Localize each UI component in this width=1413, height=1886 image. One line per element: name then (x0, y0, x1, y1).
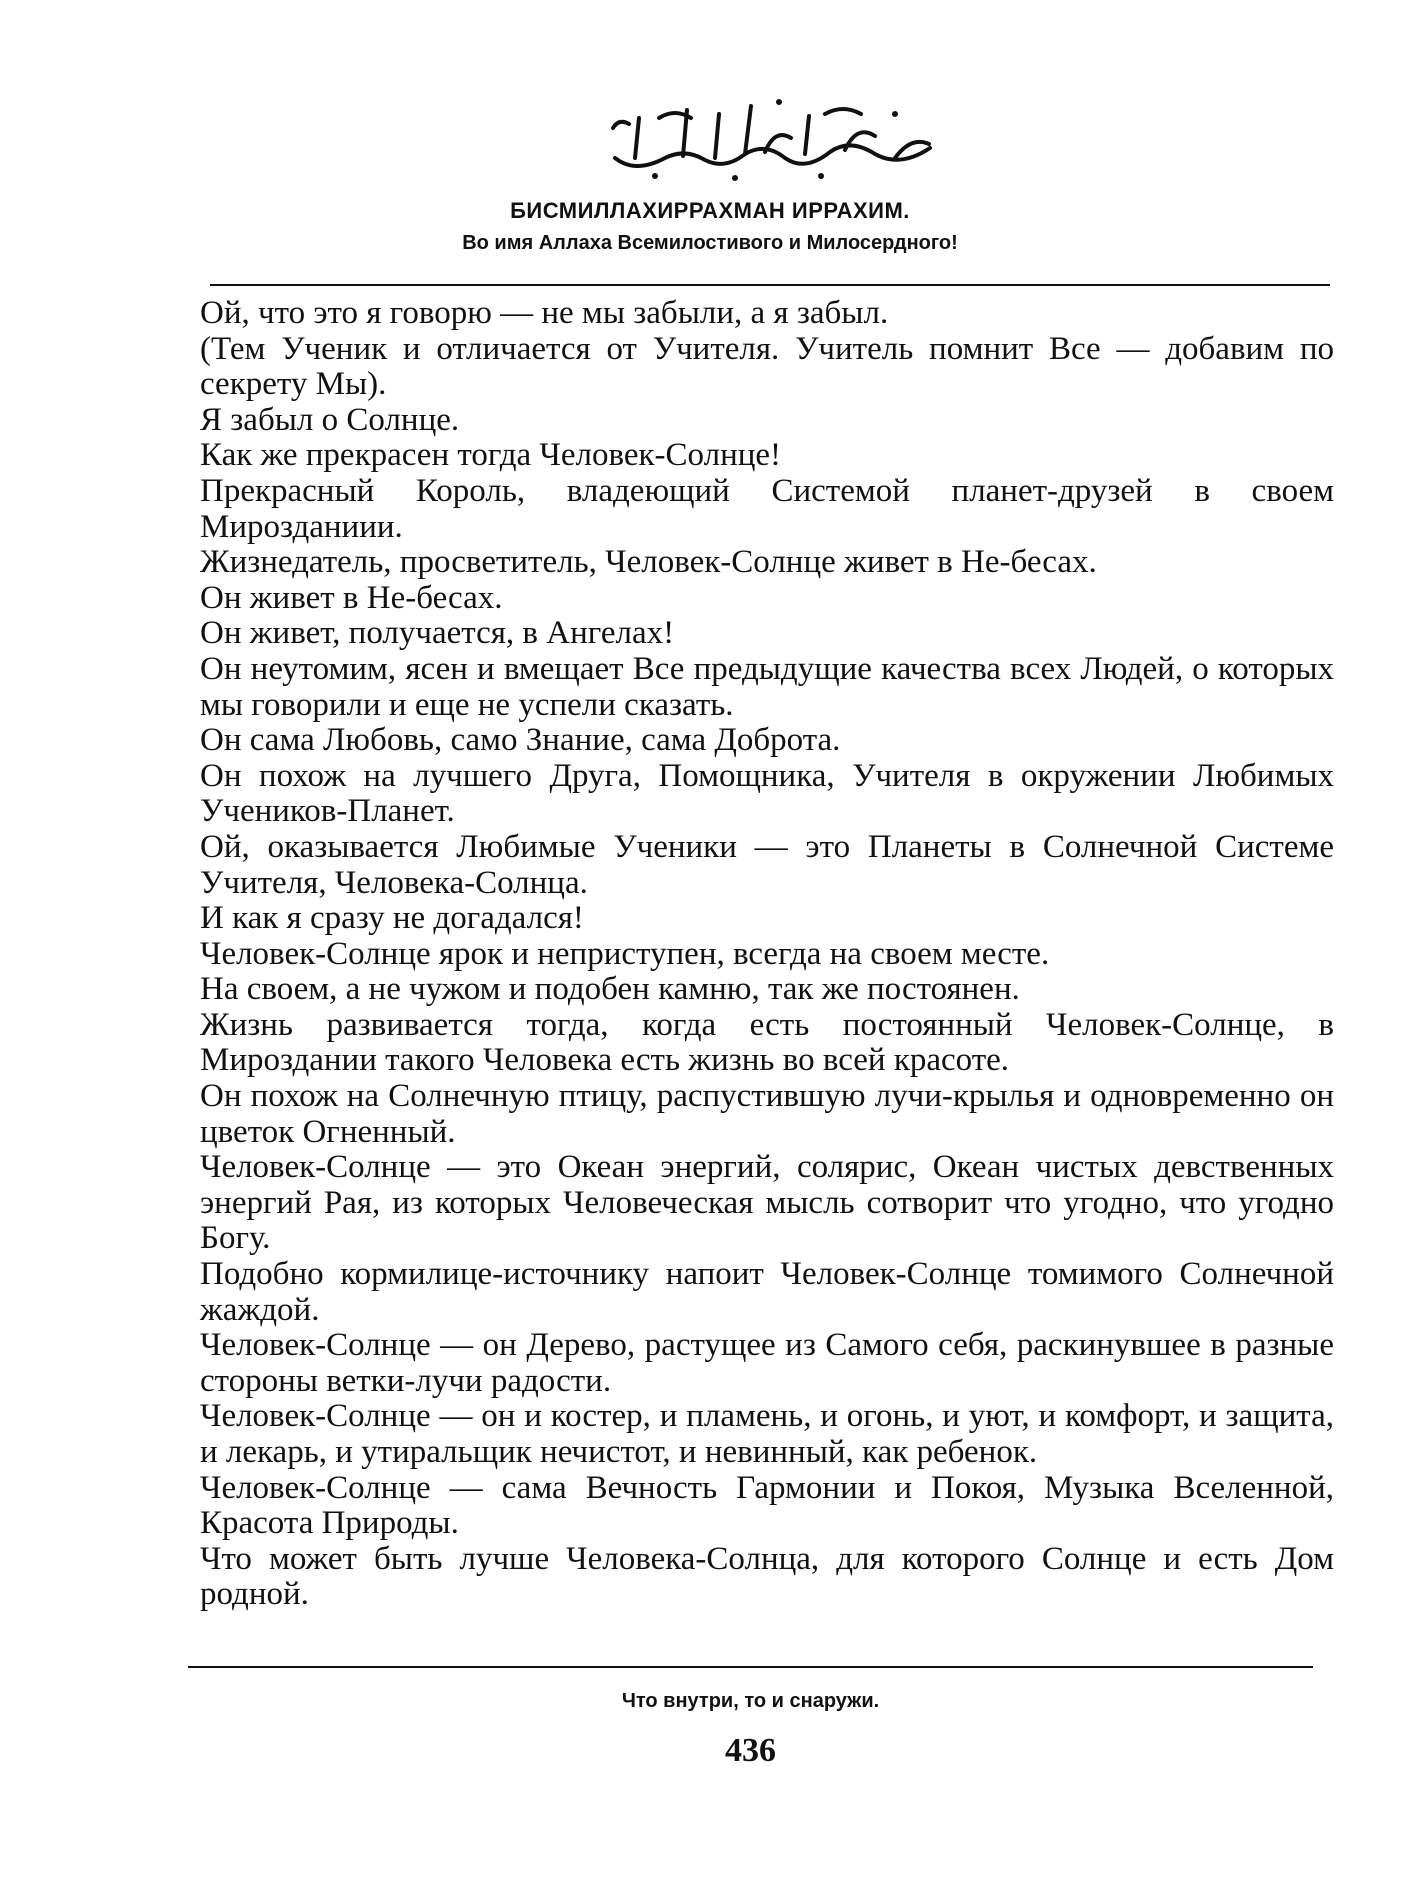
paragraph: Он живет в Не-бесах. (200, 579, 503, 616)
paragraph: Ой, что это я говорю — не мы забыли, а я забыл. (200, 295, 889, 331)
paragraph: Ой, оказывается Любимые Ученики — это Планеты в Солнечной Системе Учителя, Человека-Солнца. (200, 828, 1334, 901)
paragraph: Он неутомим, ясен и вмещает Все предыдущие качества всех Людей, о которых мы говорили и еще не успели сказать. (200, 650, 1334, 723)
paragraph: И как я сразу не догадался! (200, 900, 584, 937)
paragraph: (Тем Ученик и отличается от Учителя. Учитель помнит Все — добавим по секрету Мы). (200, 330, 1334, 403)
paragraph: Прекрасный Король, владеющий Системой планет-друзей в своем Мирозданиии. (200, 472, 1334, 545)
header-title: БИСМИЛЛАХИРРАХМАН ИРРАХИМ. (510, 198, 910, 223)
paragraph: Человек-Солнце — это Океан энергий, солярис, Океан чистых девственных энергий Рая, из которых Человеческая мысль сотворит что угодно, что угодно Богу. (200, 1149, 1334, 1257)
paragraph: Человек-Солнце — сама Вечность Гармонии и Покоя, Музыка Вселенной, Красота Природы. (200, 1469, 1334, 1542)
footer-motto: Что внутри, то и снаружи. (621, 1690, 880, 1712)
paragraph: Он живет, получается, в Ангелах! (200, 615, 675, 652)
page-number: 436 (725, 1732, 776, 1769)
paragraph: Жизнедатель, просветитель, Человек-Солнце живет в Не-бесах. (200, 544, 1097, 581)
footer-divider (188, 1666, 1313, 1668)
body-text (200, 296, 1334, 1613)
paragraph: Он похож на лучшего Друга, Помощника, Учителя в окружении Любимых Учеников-Планет. (200, 757, 1334, 830)
paragraph: Я забыл о Солнце. (200, 401, 460, 438)
paragraph: Что может быть лучше Человека-Солнца, для которого Солнце и есть Дом родной. (200, 1540, 1334, 1613)
bismillah-calligraphy-icon (595, 88, 955, 184)
paragraph: Как же прекрасен тогда Человек-Солнце! (200, 437, 782, 474)
paragraph: Подобно кормилице-источнику напоит Человек-Солнце томимого Солнечной жаждой. (200, 1256, 1334, 1328)
paragraph: Он похож на Солнечную птицу, распустившую лучи-крылья и одновременно он цветок Огненный. (200, 1078, 1334, 1150)
paragraph: На своем, а не чужом и подобен камню, так же постоянен. (200, 971, 1020, 1008)
paragraph: Человек-Солнце ярок и неприступен, всегда на своем месте. (200, 935, 1050, 972)
paragraph: Жизнь развивается тогда, когда есть постоянный Человек-Солнце, в Мироздании такого Человека есть жизнь во всей красоте. (200, 1006, 1334, 1079)
paragraph: Он сама Любовь, само Знание, сама Доброта. (200, 722, 841, 759)
paragraph: Человек-Солнце — он и костер, и пламень, и огонь, и уют, и комфорт, и защита, и лекарь, и утиральщик нечистот, и невинный, как ребенок. (200, 1398, 1334, 1470)
header-subtitle: Во имя Аллаха Всемилостивого и Милосердного! (462, 232, 958, 254)
header-divider (210, 284, 1330, 286)
paragraph: Человек-Солнце — он Дерево, растущее из Самого себя, раскинувшее в разные стороны ветки-лучи радости. (200, 1327, 1334, 1399)
